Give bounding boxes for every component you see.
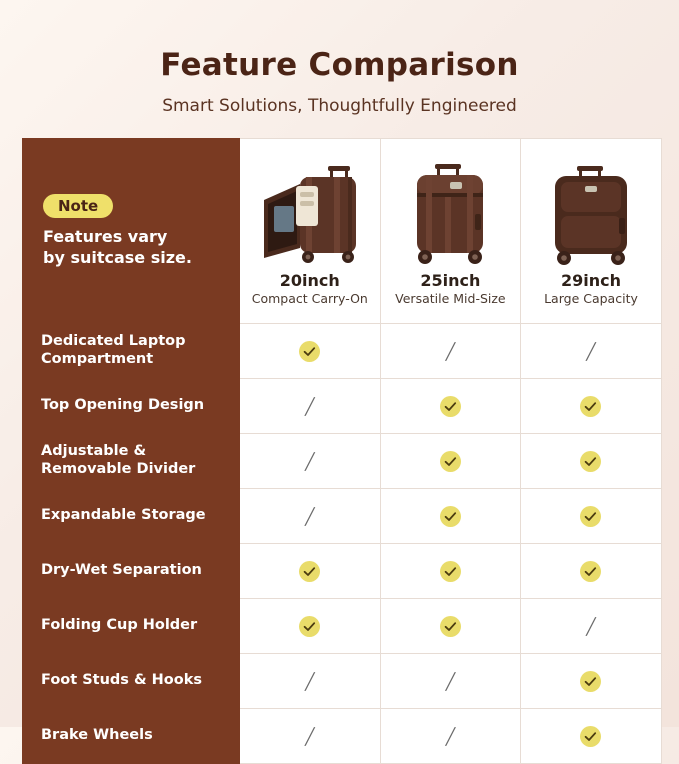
slash-icon: ╱ — [445, 726, 456, 746]
check-icon — [580, 726, 601, 747]
check-icon — [440, 616, 461, 637]
product-column-25inch — [380, 139, 521, 324]
value-cell-unsupported — [240, 489, 381, 544]
check-icon — [580, 451, 601, 472]
note-text-line1: Features vary — [43, 227, 168, 247]
check-icon — [299, 616, 320, 637]
check-icon — [299, 561, 320, 582]
product-size-label: 29inch — [560, 270, 621, 290]
value-cell-supported — [240, 324, 381, 379]
slash-icon: ╱ — [304, 451, 315, 471]
slash-icon: ╱ — [445, 341, 456, 361]
feature-label-cell: Adjustable & Removable Divider — [23, 434, 240, 489]
check-icon — [580, 506, 601, 527]
value-cell-supported — [521, 379, 662, 434]
slash-icon: ╱ — [304, 671, 315, 691]
value-cell-supported — [380, 434, 521, 489]
value-cell-supported — [240, 599, 381, 654]
check-icon — [580, 396, 601, 417]
value-cell-supported — [380, 489, 521, 544]
value-cell-supported — [380, 599, 521, 654]
product-desc-label: Compact Carry-On — [251, 291, 368, 307]
table-header-row — [23, 139, 662, 324]
product-column-29inch — [521, 139, 662, 324]
check-icon — [440, 396, 461, 417]
slash-icon: ╱ — [304, 506, 315, 526]
value-cell-unsupported — [380, 709, 521, 764]
feature-comparison-table — [22, 138, 662, 764]
note-text-line2: by suitcase size. — [43, 247, 192, 267]
table-row — [23, 544, 662, 599]
suitcase-open-front-icon — [240, 156, 380, 268]
value-cell-unsupported — [240, 709, 381, 764]
table-row — [23, 434, 662, 489]
value-cell-unsupported — [521, 324, 662, 379]
table-body — [23, 139, 662, 764]
value-cell-supported — [521, 489, 662, 544]
feature-label-cell: Foot Studs & Hooks — [23, 654, 240, 709]
value-cell-unsupported — [240, 434, 381, 489]
slash-icon: ╱ — [586, 341, 596, 361]
table-row — [23, 379, 662, 434]
check-icon — [299, 341, 320, 362]
note-cell — [23, 139, 240, 324]
value-cell-supported — [240, 544, 381, 599]
value-cell-unsupported — [380, 324, 521, 379]
comparison-page — [0, 47, 679, 746]
check-icon — [580, 671, 601, 692]
feature-label-cell: Top Opening Design — [23, 379, 240, 434]
check-icon — [440, 506, 461, 527]
table-row — [23, 654, 662, 709]
value-cell-unsupported — [240, 379, 381, 434]
value-cell-unsupported — [521, 599, 662, 654]
product-column-20inch — [240, 139, 381, 324]
feature-label-cell: Folding Cup Holder — [23, 599, 240, 654]
note-badge: Note — [43, 194, 113, 218]
value-cell-supported — [521, 434, 662, 489]
value-cell-unsupported — [240, 654, 381, 709]
value-cell-supported — [380, 379, 521, 434]
suitcase-large-icon — [521, 156, 661, 268]
product-desc-label: Large Capacity — [544, 291, 638, 307]
value-cell-unsupported — [380, 654, 521, 709]
table-row — [23, 324, 662, 379]
value-cell-supported — [521, 654, 662, 709]
table-row — [23, 489, 662, 544]
slash-icon: ╱ — [445, 671, 456, 691]
feature-label-cell: Dedicated Laptop Compartment — [23, 324, 240, 379]
slash-icon: ╱ — [586, 616, 596, 636]
note-inner — [23, 194, 239, 268]
value-cell-supported — [521, 544, 662, 599]
check-icon — [580, 561, 601, 582]
table-row — [23, 599, 662, 654]
table-row — [23, 709, 662, 764]
slash-icon: ╱ — [304, 396, 315, 416]
value-cell-supported — [521, 709, 662, 764]
feature-label-cell: Expandable Storage — [23, 489, 240, 544]
check-icon — [440, 561, 461, 582]
product-size-label: 20inch — [279, 270, 340, 290]
value-cell-supported — [380, 544, 521, 599]
suitcase-closed-icon — [381, 156, 521, 268]
page-title: Feature Comparison — [160, 47, 519, 83]
feature-label-cell: Brake Wheels — [23, 709, 240, 764]
product-desc-label: Versatile Mid-Size — [395, 291, 506, 307]
product-size-label: 25inch — [420, 270, 481, 290]
feature-label-cell: Dry-Wet Separation — [23, 544, 240, 599]
page-subtitle: Smart Solutions, Thoughtfully Engineered — [162, 96, 517, 117]
check-icon — [440, 451, 461, 472]
slash-icon: ╱ — [304, 726, 315, 746]
